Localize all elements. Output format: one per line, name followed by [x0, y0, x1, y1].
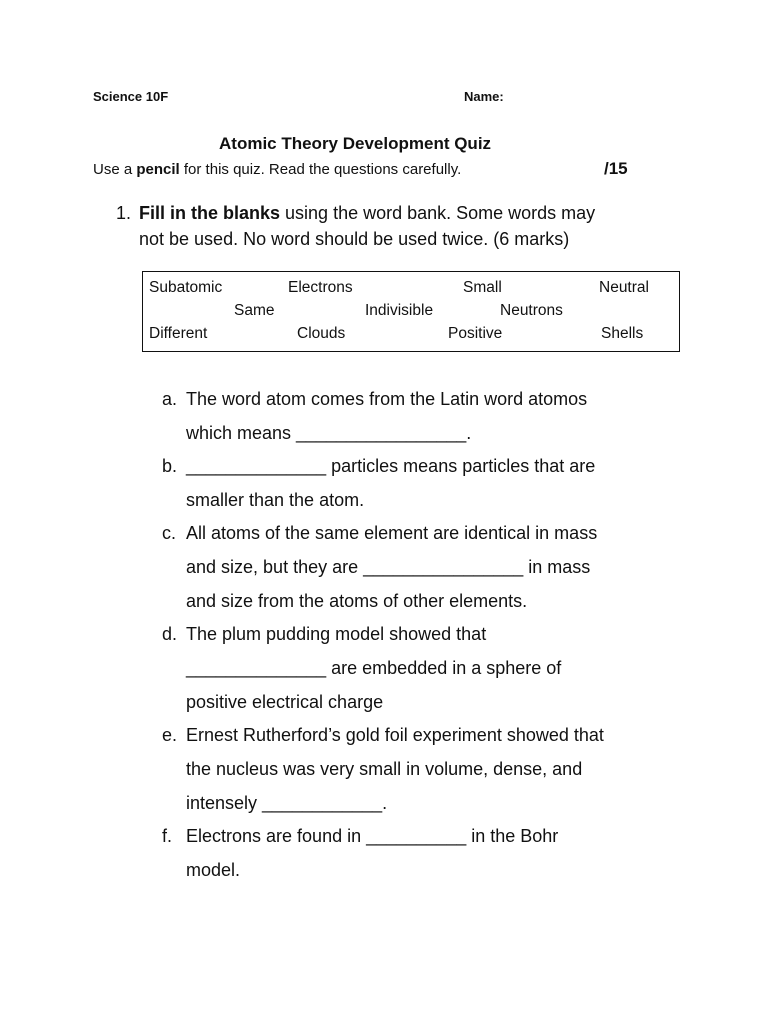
item-line: Ernest Rutherford’s gold foil experiment showed that — [186, 725, 604, 745]
word-bank-word: Neutrons — [500, 302, 563, 319]
question-1-rest: using the word bank. Some words may — [280, 203, 596, 223]
course-label: Science 10F — [93, 89, 169, 104]
item-line: Electrons are found in __________ in the Bohr — [186, 826, 559, 846]
item-line: model. — [186, 860, 241, 880]
item-line: the nucleus was very small in volume, dense, and — [186, 759, 583, 779]
item-line: positive electrical charge — [186, 692, 384, 712]
word-bank-word: Small — [463, 279, 502, 296]
word-bank-word: Subatomic — [149, 279, 223, 296]
quiz-title: Atomic Theory Development Quiz — [219, 134, 492, 153]
item-line: The word atom comes from the Latin word atomos — [186, 389, 588, 409]
item-line: intensely ____________. — [186, 793, 388, 813]
item-letter: c. — [162, 523, 177, 543]
word-bank-word: Indivisible — [365, 302, 434, 319]
word-bank-word: Different — [149, 325, 208, 342]
instructions — [93, 161, 461, 178]
instructions-bold: pencil — [136, 161, 180, 178]
word-bank-word: Positive — [448, 325, 503, 342]
item-letter: d. — [162, 624, 178, 644]
item-letter: e. — [162, 725, 178, 745]
instructions-prefix: Use a — [93, 161, 137, 178]
item-line: The plum pudding model showed that — [186, 624, 487, 644]
word-bank-word: Neutral — [599, 279, 649, 296]
instructions-suffix: for this quiz. Read the questions carefully. — [179, 161, 462, 178]
question-1-number: 1. — [116, 203, 132, 223]
item-line: and size, but they are ________________ in mass — [186, 557, 591, 577]
item-line: which means _________________. — [186, 423, 472, 443]
question-1-line-2: not be used. No word should be used twice. (6 marks) — [139, 229, 570, 249]
name-label: Name: — [464, 89, 504, 104]
word-bank-word: Electrons — [288, 279, 353, 296]
item-letter: a. — [162, 389, 178, 409]
word-bank — [142, 271, 680, 352]
item-line: smaller than the atom. — [186, 490, 365, 510]
word-bank-word: Shells — [601, 325, 644, 342]
score-total: /15 — [604, 159, 628, 178]
item-line: ______________ particles means particles that are — [186, 456, 596, 476]
word-bank-word: Clouds — [297, 325, 346, 342]
item-line: and size from the atoms of other elements. — [186, 591, 528, 611]
item-letter: b. — [162, 456, 178, 476]
question-1-bold: Fill in the blanks — [139, 203, 281, 223]
question-1-line-1 — [139, 200, 595, 226]
item-letter: f. — [162, 826, 173, 846]
item-line: ______________ are embedded in a sphere of — [186, 658, 562, 678]
word-bank-word: Same — [234, 302, 275, 319]
item-line: All atoms of the same element are identical in mass — [186, 523, 598, 543]
